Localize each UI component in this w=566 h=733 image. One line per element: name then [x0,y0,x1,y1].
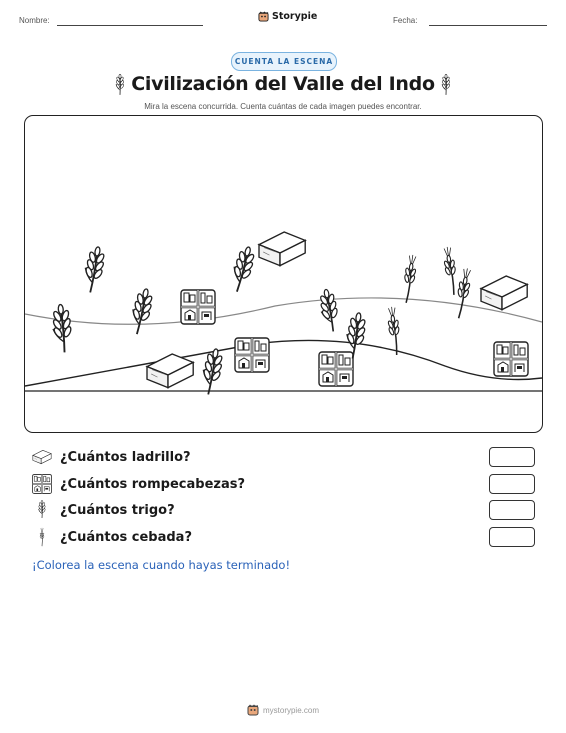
puzzle-4 [494,342,528,376]
brick-1 [259,232,305,266]
name-field-line[interactable] [57,25,203,26]
storypie-mascot-icon [258,11,269,22]
barley-icon [32,527,52,547]
wheat-4 [128,287,156,336]
question-label: ¿Cuántos ladrillo? [60,449,191,465]
brick-2 [481,276,527,310]
title-wheat-icon-right [439,74,453,96]
barley-3 [453,267,474,319]
brick-3 [147,354,193,388]
page-title: Civilización del Valle del Indo [131,73,435,95]
question-barley [32,527,192,547]
page-subtitle: Mira la escena concurrida. Cuenta cuántas de cada imagen puedes encontrar. [144,102,422,111]
scene-illustration [25,116,542,432]
barley-4 [386,306,403,355]
activity-badge: CUENTA LA ESCENA [231,52,337,71]
barley-2 [441,246,459,296]
puzzle-3 [319,352,353,386]
barley-1 [400,254,418,304]
back-hill-line [25,298,542,324]
date-label: Fecha: [393,16,418,25]
date-field-line[interactable] [429,25,547,26]
counting-scene [24,115,543,433]
brand-logo [258,11,317,22]
puzzle-2 [235,338,269,372]
wheat-2 [228,245,258,294]
front-hill-line [25,340,542,386]
puzzle-1 [181,290,215,324]
question-puzzles [32,474,245,494]
question-label: ¿Cuántos trigo? [60,502,175,518]
brick-icon [32,447,52,467]
wheat-5 [317,288,341,333]
answer-box-wheat[interactable] [489,500,535,520]
question-label: ¿Cuántos rompecabezas? [60,476,246,492]
question-wheat [32,500,175,520]
worksheet-header [0,0,566,30]
name-label: Nombre: [19,16,50,25]
puzzle-icon [32,474,52,494]
answer-box-bricks[interactable] [489,447,535,467]
wheat-1 [81,245,108,294]
wheat-icon [32,500,52,520]
coloring-note: ¡Colorea la escena cuando hayas terminado! [32,558,291,572]
question-bricks [32,447,191,467]
storypie-mascot-icon [247,704,259,716]
answer-box-puzzles[interactable] [489,474,535,494]
question-label: ¿Cuántos cebada? [60,529,192,545]
wheat-3 [51,304,75,353]
footer-url[interactable]: mystorypie.com [262,705,319,715]
answer-box-barley[interactable] [489,527,535,547]
page-footer [0,704,566,716]
brand-name: Storypie [272,11,318,22]
wheat-7 [199,347,226,396]
